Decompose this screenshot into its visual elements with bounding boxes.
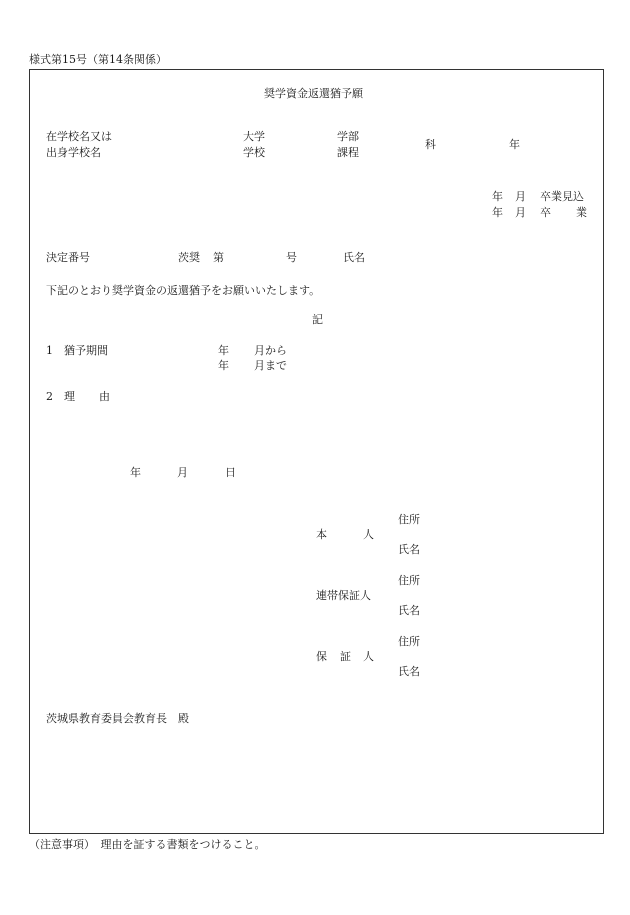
item2-label-2: 由 (99, 390, 110, 403)
to-year-label: 年 (218, 359, 229, 372)
guarantor-label-2: 証 (340, 650, 351, 663)
to-month-label: 月まで (254, 359, 287, 372)
self-name-label: 氏名 (398, 543, 420, 556)
graduated-month-label: 月 (515, 206, 526, 219)
guarantor-label-1: 保 (316, 650, 327, 663)
joint-guarantor-name-label: 氏名 (398, 604, 420, 617)
guarantor-name-label: 氏名 (398, 665, 420, 678)
joint-guarantor-label: 連帯保証人 (316, 589, 371, 602)
applicant-name-label: 氏名 (343, 251, 365, 264)
university-label: 大学 (243, 130, 265, 143)
form-number: 様式第15号（第14条関係） (29, 53, 167, 66)
date-day-label: 日 (225, 466, 236, 479)
expected-month-label: 月 (515, 190, 526, 203)
self-address-label: 住所 (398, 513, 420, 526)
guarantor-address-label: 住所 (398, 635, 420, 648)
ki-heading: 記 (312, 313, 323, 326)
expected-year-label: 年 (492, 190, 503, 203)
joint-guarantor-address-label: 住所 (398, 574, 420, 587)
from-year-label: 年 (218, 344, 229, 357)
form-title: 奨学資金返還猶予願 (264, 87, 363, 100)
graduated-label-2: 業 (576, 206, 587, 219)
note-text: （注意事項） 理由を証する書類をつけること。 (29, 838, 266, 851)
addressee: 茨城県教育委員会教育長 殿 (46, 712, 189, 725)
school-label: 学校 (243, 146, 265, 159)
self-label-2: 人 (363, 528, 374, 541)
guarantor-label-3: 人 (363, 650, 374, 663)
graduated-label-1: 卒 (540, 206, 551, 219)
school-name-label-line1: 在学校名又は (46, 130, 112, 143)
decision-number-label: 決定番号 (46, 251, 90, 264)
decision-go: 号 (286, 251, 297, 264)
date-year-label: 年 (130, 466, 141, 479)
school-name-label-line2: 出身学校名 (46, 146, 101, 159)
course-label: 課程 (337, 146, 359, 159)
graduated-year-label: 年 (492, 206, 503, 219)
faculty-label: 学部 (337, 130, 359, 143)
decision-dai: 第 (213, 251, 224, 264)
expected-graduation-label: 卒業見込 (540, 190, 584, 203)
item1-number: 1 (46, 344, 53, 357)
item2-number: 2 (46, 390, 53, 403)
item2-label-1: 理 (64, 390, 75, 403)
decision-prefix: 茨奨 (178, 251, 200, 264)
department-label: 科 (425, 138, 436, 151)
request-text: 下記のとおり奨学資金の返還猶予をお願いいたします。 (46, 284, 321, 297)
item1-label: 猶予期間 (64, 344, 108, 357)
grade-year-label: 年 (509, 138, 520, 151)
self-label-1: 本 (316, 528, 327, 541)
date-month-label: 月 (177, 466, 188, 479)
from-month-label: 月から (254, 344, 287, 357)
